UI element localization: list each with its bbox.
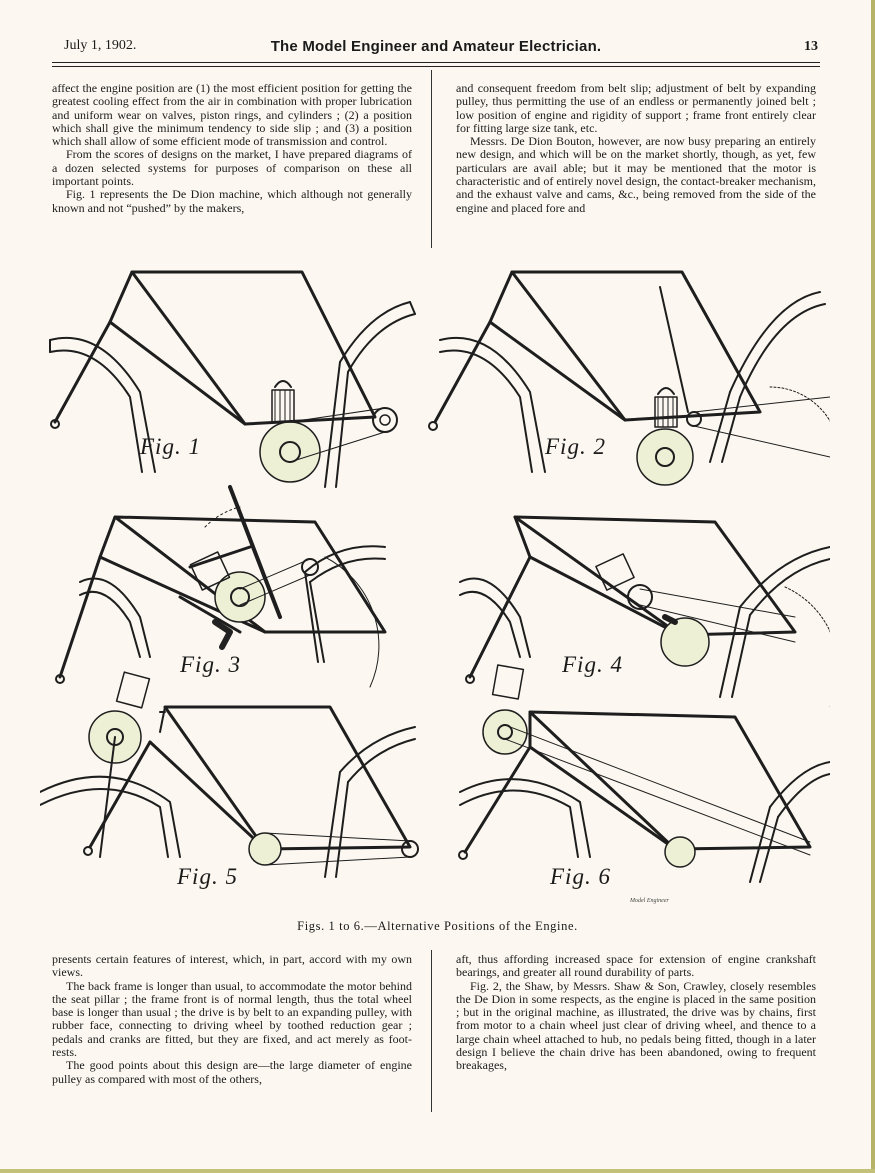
header-rule-double <box>52 66 820 67</box>
fig-5-label: Fig. 5 <box>177 864 238 889</box>
bicycle-diagrams <box>40 262 830 912</box>
page-header <box>52 38 820 60</box>
fig-1-label: Fig. 1 <box>140 434 201 459</box>
fig-1-diagram <box>50 272 415 487</box>
page-bottom-edge <box>0 1169 875 1173</box>
journal-title: The Model Engineer and Amateur Electrician. <box>270 38 602 55</box>
fig-4-diagram <box>460 517 830 707</box>
figure-caption: Figs. 1 to 6.—Alternative Positions of the Engine. <box>297 919 578 933</box>
column-divider <box>431 950 432 1112</box>
fig-6-label: Fig. 6 <box>550 864 611 889</box>
page-edge <box>871 0 875 1173</box>
paragraph: The back frame is longer than usual, to accommodate the motor behind the seat pillar ; the frame front is of normal length, thus the total wheel base is longer than usual ; the drive is by belt to an expanding pulley, with rubber face, connecting to driving wheel by toothed reduction gear ; pedals and cranks are fitted, but they are fixed, and act merely as foot-rests. <box>52 978 412 1060</box>
column-divider <box>431 70 432 248</box>
top-left-column <box>52 82 412 215</box>
fig-3-label: Fig. 3 <box>180 652 241 677</box>
fig-6-diagram <box>459 665 830 882</box>
top-right-column <box>456 82 816 215</box>
engraver-credit: Model Engineer <box>630 898 669 904</box>
paragraph: Fig. 2, the Shaw, by Messrs. Shaw & Son, Crawley, closely resembles the De Dion in some respects, as the engine is placed in the same position ; but in the original machine, as illustrated, the drive was by chains, first from motor to a chain wheel just clear of driving wheel, and thence to a large chain wheel attached to hub, no pedals being fitted, though in a later design I believe the chain drive has been abandoned, owing to frequent breakages, <box>456 978 816 1073</box>
fig-2-label: Fig. 2 <box>545 434 606 459</box>
paragraph: aft, thus affording increased space for extension of engine crankshaft bearings, and greater all round durability of parts. <box>456 952 816 980</box>
bottom-left-column <box>52 953 412 1086</box>
paragraph: and consequent freedom from belt slip; adjustment of belt by expanding pulley, thus permitting the use of an endless or permanently joined belt ; low position of engine and rigidity of support ; frame front entirely clear for fitting large size tank, etc. <box>456 81 816 135</box>
bottom-right-column <box>456 953 816 1073</box>
page-number: 13 <box>804 39 818 54</box>
paragraph: The good points about this design are—the large diameter of engine pulley as compared with most of the others, <box>52 1058 412 1086</box>
fig-2-diagram <box>429 272 830 485</box>
engine-position-figures <box>40 262 830 912</box>
paragraph: affect the engine position are (1) the most efficient position for getting the greatest cooling effect from the air in combination with proper lubrication and uniform wear on valves, piston rings, and cylinders ; (2) a position which shall give the minimum tendency to side slip ; and (3) a position which shall allow of some efficient mode of transmission and control. <box>52 81 412 149</box>
paragraph: From the scores of designs on the market, I have prepared diagrams of a dozen selected systems for purposes of comparison on these all important points. <box>52 147 412 189</box>
header-rule <box>52 62 820 63</box>
paragraph: Fig. 1 represents the De Dion machine, which although not generally known and not “pushed” by the makers, <box>52 187 412 215</box>
issue-date: July 1, 1902. <box>64 38 137 53</box>
paragraph: presents certain features of interest, which, in part, accord with my own views. <box>52 952 412 980</box>
paragraph: Messrs. De Dion Bouton, however, are now busy preparing an entirely new design, and which will be on the market shortly, though, as yet, few particulars are avail able; but it may be mentioned that the motor is characteristic and of entirely novel design, the contact-breaker mechanism, and the exhaust valve and cams, &c., being removed from the side of the engine and placed fore and <box>456 134 816 215</box>
fig-5-diagram <box>40 672 418 877</box>
fig-4-label: Fig. 4 <box>562 652 623 677</box>
